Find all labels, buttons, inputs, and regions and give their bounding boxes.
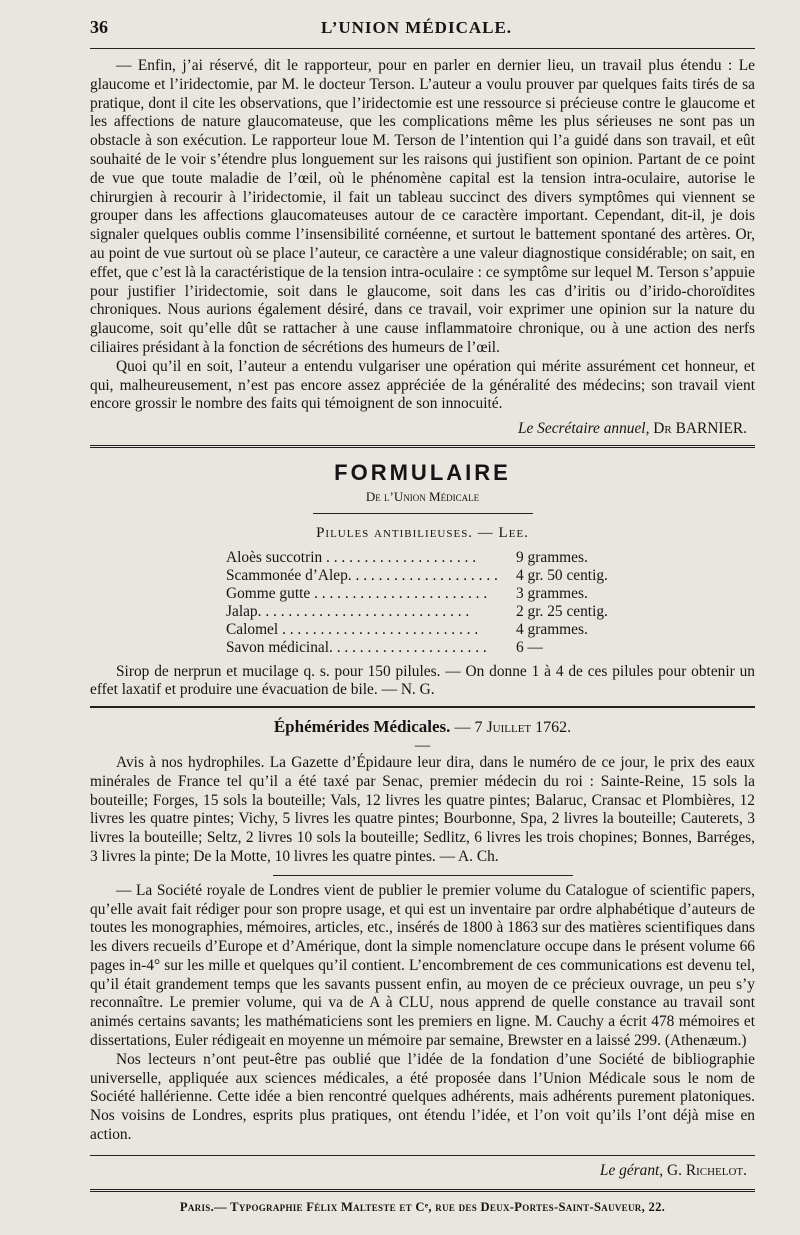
formulaire-rule [313, 513, 533, 514]
ingredient-name: Calomel . . . . . . . . . . . . . . . . . . . . . . . . . . [226, 620, 479, 638]
page-number: 36 [90, 17, 108, 37]
ephemerides-date: — 7 Juillet 1762. [454, 719, 572, 737]
gerant-name: G. Richelot. [667, 1161, 747, 1179]
ingredient-qty: 9 grammes. [516, 548, 588, 566]
gerant-role: Le gérant, [599, 1161, 664, 1179]
footer-rule [90, 1189, 755, 1192]
section-divider [90, 706, 755, 708]
running-head: L’UNION MÉDICALE. [320, 18, 513, 37]
formulaire-section [90, 460, 755, 700]
table-row [226, 585, 608, 603]
gerant-signature [90, 1162, 747, 1181]
ingredient-name: Aloès succotrin . . . . . . . . . . . . . . . . . . . . [226, 548, 477, 566]
signature-role: Le Secrétaire annuel, [517, 420, 650, 438]
table-row [226, 639, 608, 657]
ingredient-name: Savon médicinal. . . . . . . . . . . . . . . . . . . . . [226, 638, 487, 656]
news-paragraph-1: — La Société royale de Londres vient de publier le premier volume du Catalogue of scientific papers, qu’elle avait fait rédiger pour son propre usage, et qui est un inventaire par ordre alphabétique d’auteurs de toutes les monographies, mémoires, articles, etc., insérés de 1800 à 1863 sur des matières scientifiques dans les divers recueils d’Europe et d’Amérique, dont la simple nomenclature occupe dans le présent volume 66 pages in-4° sur les mille et quelques qu’il contient. L’encombrement de ces communications est devenu tel, qu’il était grandement temps que les savants pussent enfin, au moyen de ce précieux ouvrage, un peu s’y reconnaître. Le premier volume, qui va de A à CLU, nous apprend de quelle constance au travail sont animés certains savants; les mathématiciens sont les premiers en ligne. M. Cauchy a écrit 478 mémoires et dissertations, Euler rédigeait en moyenne un mémoire par semaine, Brewster en a laissé 299. (Athenæum.) [90, 881, 755, 1050]
page-header [90, 18, 755, 48]
ingredient-name: Scammonée d’Alep. . . . . . . . . . . . . . . . . . . . [226, 566, 498, 584]
recipe-title: Pilules antibilieuses. — Lee. [316, 524, 529, 541]
ephemerides-dash: — [414, 736, 431, 754]
news-section [90, 882, 755, 1145]
report-paragraph-2: Quoi qu’il en soit, l’auteur a entendu vulgariser une opération qui mérite assurément cet honneur, et qui, malheureusement, n’est pas encore assez appréciée de la généralité des médecins; son travail vient encore grossir le nombre des faits qui témoignent de son innocuité. [90, 357, 755, 413]
ephemerides-title: Éphémérides Médicales. [273, 717, 451, 737]
ingredient-table [226, 549, 608, 657]
ingredient-qty: 4 gr. 50 centig. [516, 566, 608, 584]
table-row [226, 603, 608, 621]
formulaire-title: FORMULAIRE [334, 459, 511, 485]
report-paragraph-1: — Enfin, j’ai réservé, dit le rapporteur, pour en parler en dernier lieu, un travail plus étendu : Le glaucome et l’iridectomie, par M. le docteur Terson. L’auteur a voulu prouver par quelques faits tirés de sa pratique, dont il cite les observations, que l’iridectomie est une ressource si précieuse contre le glaucome et les affections de nature glaucomateuse, que les complications même les plus sérieuses ne sont pas un obstacle à son exécution. Le rapporteur loue M. Terson de l’intention qui l’a guidé dans son travail, et eût souhaité de le voir s’étendre plus longuement sur les raisons qui justifient son opinion. Partant de ce point de vue que toute maladie de l’œil, où le phénomène capital est la tension intra-oculaire, autorise le chirurgien à recourir à l’iridectomie, il fait un tableau succinct des divers symptômes qui viennent se grouper dans les affections glaucomateuses autour de ce caractère important. Cependant, dit-il, je dois signaler quelques oublis comme l’insensibilité cornéenne, et surtout le battement spontané des artères. Or, au point de vue surtout où se place l’auteur, ce caractère a une valeur diagnostique considérable; on sait, en effet, que c’est là la caractéristique de la tension intra-oculaire : ce symptôme sur lequel M. Terson s’appuie pour justifier l’iridectomie, soit dans le glaucome, soit dans les cas d’iritis ou d’irido-choroïdites chroniques. Nous aurions également désiré, dans ce travail, voir exprimer une opinion sur la nature du glaucome, soit qu’elle dût se rattacher à une cause inflammatoire chronique, ou à une action des nerfs ciliaires présidant à la fonction de sécrétions des humeurs de l’œil. [90, 57, 755, 356]
ephemerides-heading [90, 718, 755, 738]
ephemerides-section [90, 718, 755, 867]
report-section [90, 57, 755, 439]
ingredient-qty: 6 — [516, 638, 543, 656]
ingredient-qty: 3 grammes. [516, 584, 588, 602]
section-divider [90, 445, 755, 448]
secretary-signature [90, 420, 747, 439]
signature-name: Dr BARNIER. [653, 420, 747, 438]
article-rule [273, 875, 573, 876]
ingredient-qty: 4 grammes. [516, 620, 588, 638]
formulaire-subtitle: De l’Union Médicale [365, 488, 480, 504]
table-row [226, 621, 608, 639]
printer-imprint: Paris.— Typographie Félix Malteste et Cᵉ, rue des Deux-Portes-Saint-Sauveur, 22. [179, 1199, 666, 1214]
table-row [226, 549, 608, 567]
ingredient-name: Gomme gutte . . . . . . . . . . . . . . . . . . . . . . . [226, 584, 488, 602]
header-rule [90, 48, 755, 49]
ephemerides-text: Avis à nos hydrophiles. La Gazette d’Épidaure leur dira, dans le numéro de ce jour, le prix des eaux minérales de France tel qu’il a été taxé par Senac, premier médecin du roi : Sainte-Reine, 15 sols la bouteille; Forges, 15 sols la bouteille; Vals, 12 livres les quatre pintes; Balaruc, Cransac et Plombières, 12 livres les quatre pintes; Vichy, 5 livres les quatre pintes; Bourbonne, Spa, 2 livres la bouteille; Cauterets, 3 livres la bouteille; Seltz, 2 livres 10 sols la bouteille; Sedlitz, 6 livres les trois chopines; Bonnes, Barréges, 3 livres la pinte; De la Motte, 10 livres les quatre pintes. — A. Ch. [90, 753, 755, 865]
gerant-rule [90, 1155, 755, 1156]
formulaire-note: Sirop de nerprun et mucilage q. s. pour 150 pilules. — On donne 1 à 4 de ces pilules pour obtenir un effet laxatif et produire une évacuation de bile. — N. G. [90, 662, 755, 699]
news-paragraph-2: Nos lecteurs n’ont peut-être pas oublié que l’idée de la fondation d’une Société de bibliographie universelle, appliquée aux sciences médicales, a été proposée dans l’Union Médicale sous le nom de Société hallérienne. Cette idée a bien rencontré quelques adhérents, mais adhérents purement platoniques. Nos voisins de Londres, esprits plus pratiques, ont étendu l’idée, et l’on voit qu’ils l’ont déjà mise en action. [90, 1050, 755, 1144]
ingredient-name: Jalap. . . . . . . . . . . . . . . . . . . . . . . . . . . . [226, 602, 470, 620]
table-row [226, 567, 608, 585]
ingredient-qty: 2 gr. 25 centig. [516, 602, 608, 620]
